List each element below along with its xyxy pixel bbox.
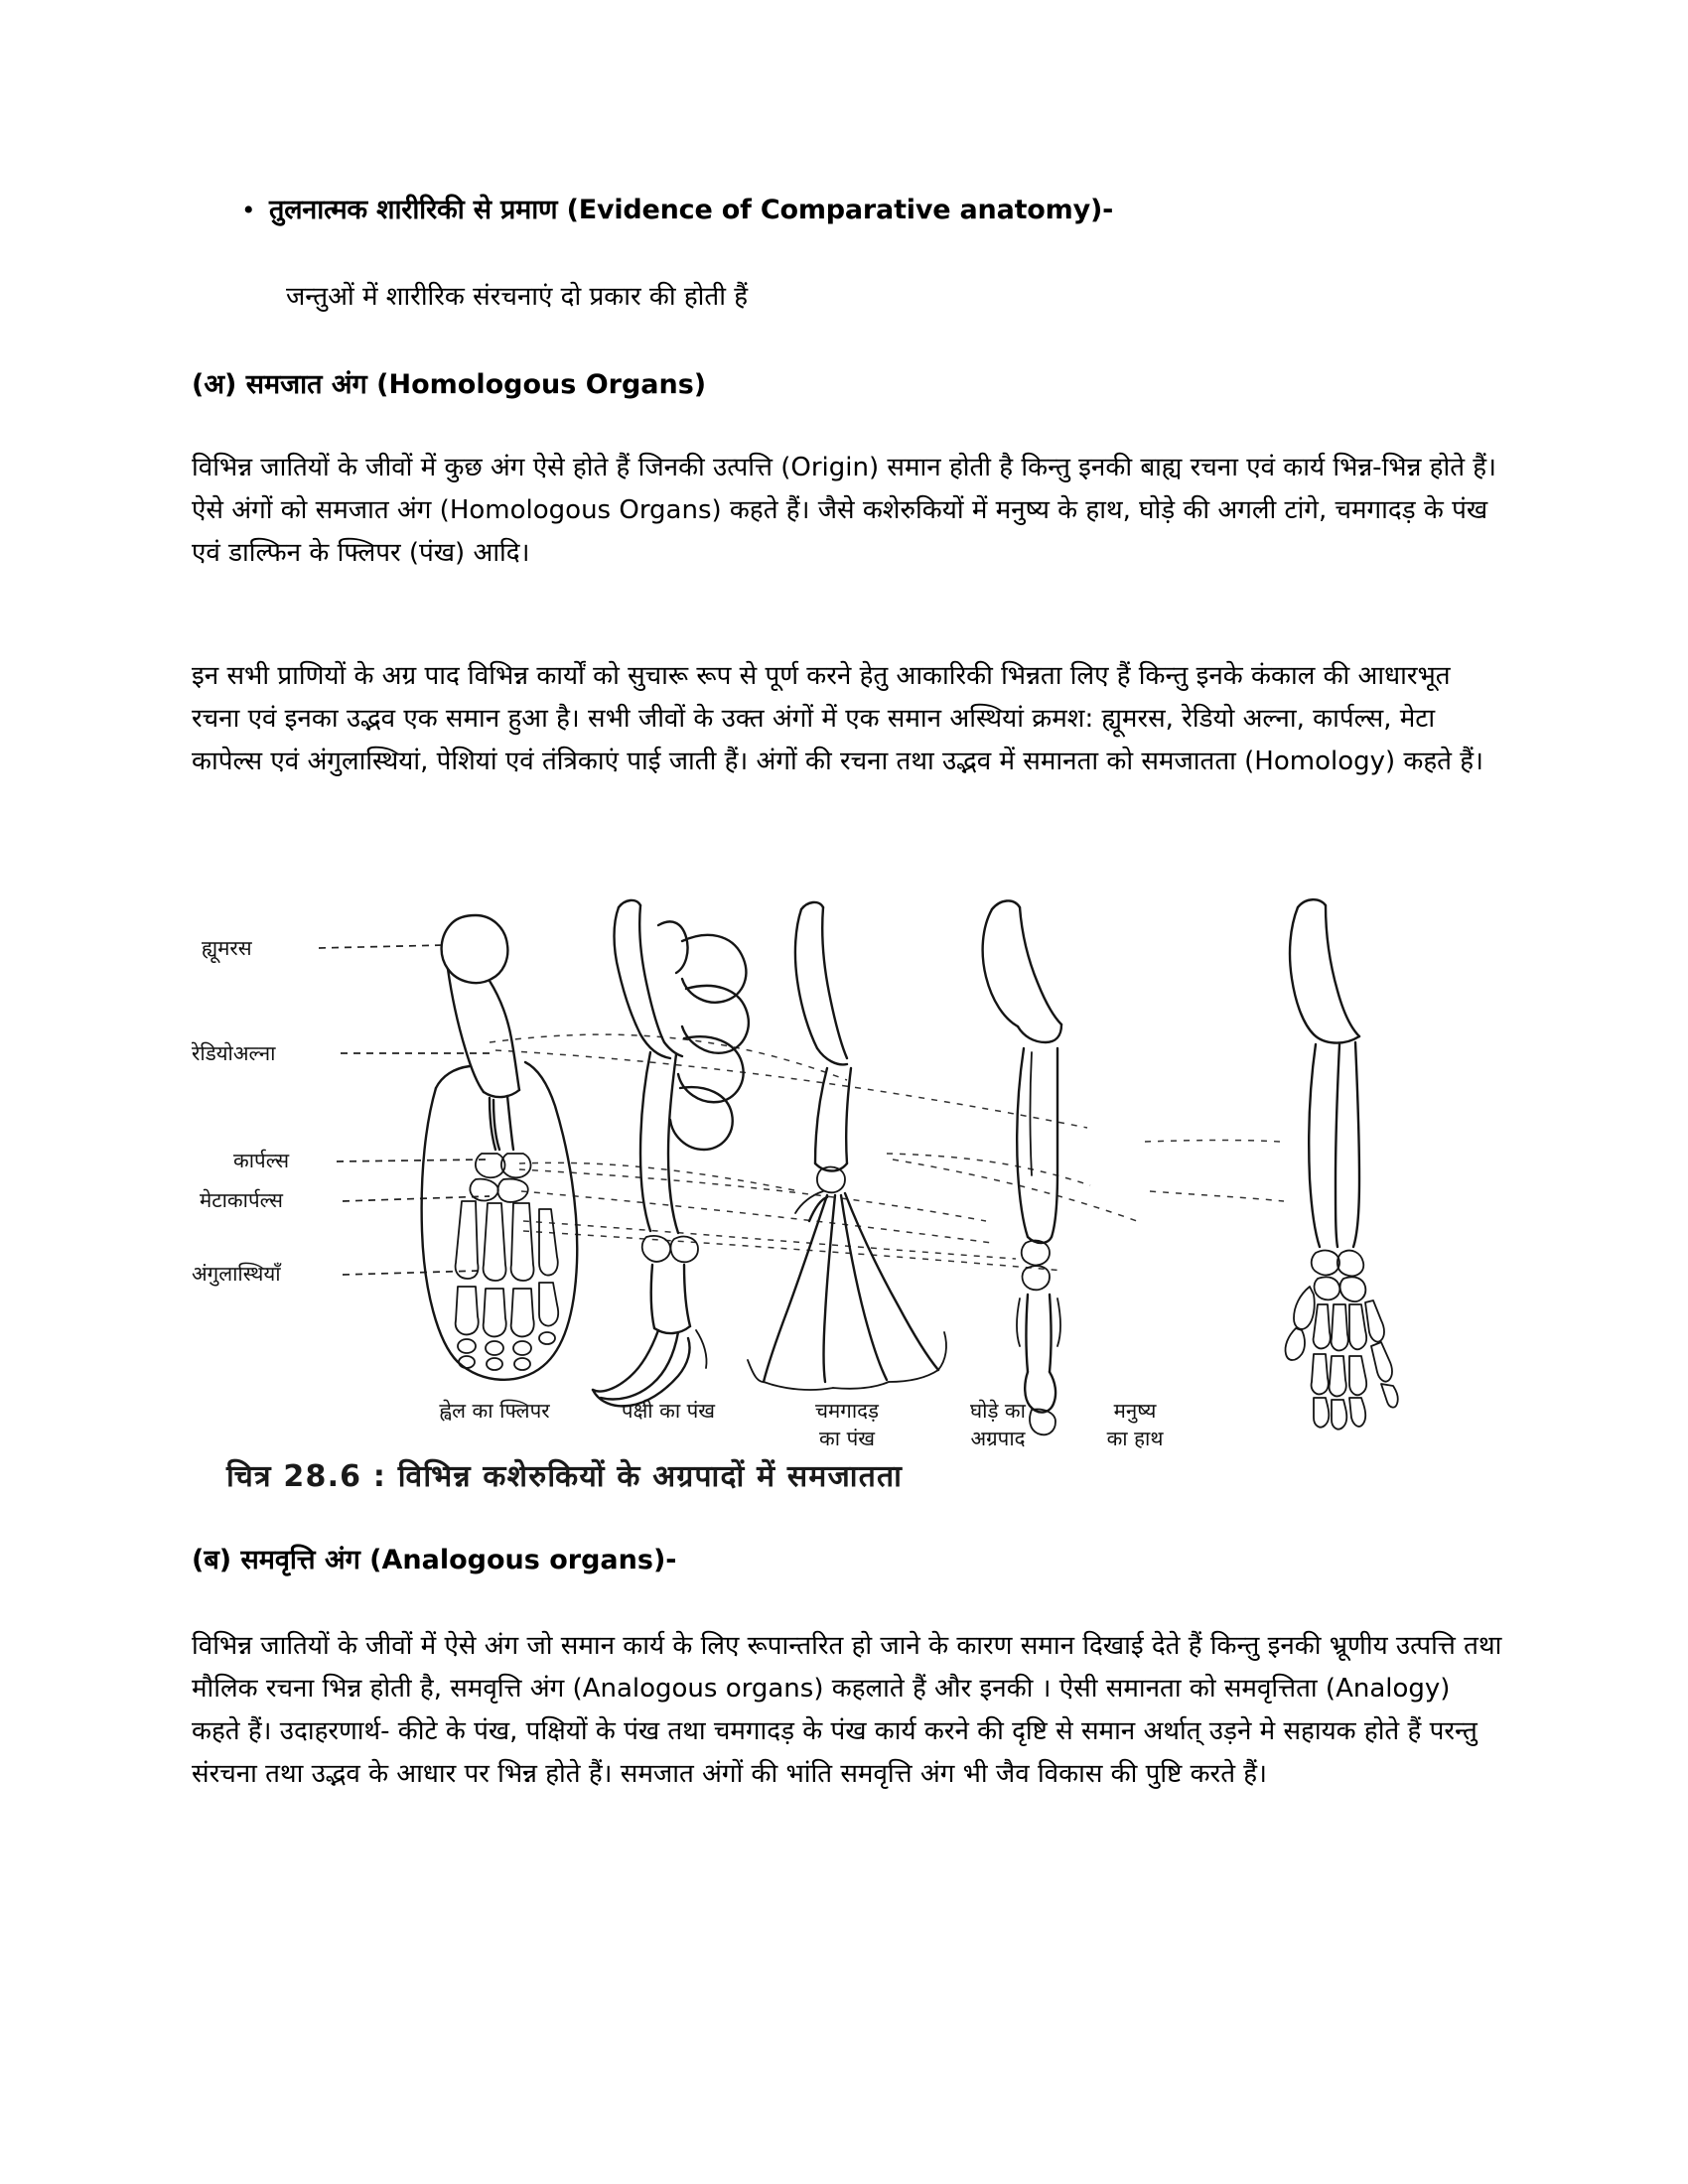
section-heading-analogous: (ब) समवृत्ति अंग (Analogous organs)- <box>192 1545 677 1575</box>
crosslink-bat-1 <box>887 1154 1090 1185</box>
leader-humerus <box>319 945 445 948</box>
caption-horse-forelimb-line2: अग्रपाद <box>970 1427 1026 1449</box>
specimen-horse-forelimb <box>983 900 1061 1434</box>
paragraph-analogous-definition <box>192 1625 1502 1796</box>
crosslink-horse-human <box>1145 1141 1280 1143</box>
crosslink-carpals-2 <box>519 1169 986 1221</box>
leader-carpals <box>337 1160 486 1161</box>
caption-human-hand-line1: मनुष्य <box>1113 1399 1157 1423</box>
specimen-bat-wing <box>748 902 946 1390</box>
crosslink-metacarpals-2 <box>523 1221 1016 1259</box>
caption-whale-flipper: ह्वेल का फ्लिपर <box>439 1399 550 1423</box>
caption-bird-wing: पक्षी का पंख <box>621 1399 716 1423</box>
crosslink-phalanges-1 <box>523 1231 1063 1271</box>
crosslink-radioulna-bat <box>495 1050 1087 1128</box>
caption-bat-wing-line2: का पंख <box>819 1427 875 1449</box>
specimen-bird-wing <box>593 900 749 1406</box>
paragraph-text: इन सभी प्राणियों के अग्र पाद विभिन्न कार्यों को सुचारू रूप से पूर्ण करने हेतु आकारिकी भिन्नता लिए हैं किन्तु इनके कंकाल की आधारभूत रचना एवं इनका उद्भव एक समान हुआ है। सभी जीवों के उक्त अंगों में एक समान अस्थियां क्रमश: ह्यूमरस, रेडियो अल्ना, कार्पल्स, मेटा कापेल्स एवं अंगुलास्थियां, पेशियां एवं तंत्रिकाएं पाई जाती हैं। अंगों की रचना तथा उद्भव में समानता को समजातता (Homology) कहते हैं। <box>192 661 1483 776</box>
figure-caption: चित्र 28.6 : विभिन्न कशेरुकियों के अग्रपादों में समजातता <box>226 1459 904 1494</box>
specimen-whale-flipper <box>422 915 578 1380</box>
paragraph-text: विभिन्न जातियों के जीवों में ऐसे अंग जो समान कार्य के लिए रूपान्तरित हो जाने के कारण समान दिखाई देते हैं किन्तु इनकी भ्रूणीय उत्पत्ति तथा मौलिक रचना भिन्न होती है, समवृत्ति अंग (Analogous organs) कहलाते हैं और इनकी । ऐसी समानता को समवृत्तिता (Analogy) कहते हैं। उदाहरणार्थ- कीटे के पंख, पक्षियों के पंख तथा चमगादड़ के पंख कार्य करने की दृष्टि से समान अर्थात् उड़ने मे सहायक होते हैं परन्तु संरचना तथा उद्भव के आधार पर भिन्न होते हैं। समजात अंगों की भांति समवृत्ति अंग भी जैव विकास की पुष्टि करते हैं। <box>192 1631 1502 1789</box>
bullet-icon: • <box>243 194 254 226</box>
crosslink-bat-2 <box>893 1160 1137 1221</box>
label-humerus: ह्यूमरस <box>202 936 252 960</box>
paragraph-homologous-definition <box>192 447 1502 575</box>
label-phalanges: अंगुलास्थियाँ <box>192 1262 281 1286</box>
figure-homology-forelimbs <box>192 893 1502 1509</box>
label-radio-ulna: रेडियोअल्ना <box>192 1041 276 1065</box>
forelimb-comparison-drawing <box>192 893 1502 1449</box>
label-metacarpals: मेटाकार्पल्स <box>200 1188 283 1212</box>
bullet-heading-row <box>243 189 1564 232</box>
caption-human-hand-line2: का हाथ <box>1106 1427 1164 1449</box>
caption-bat-wing-line1: चमगादड़ <box>815 1399 879 1423</box>
crosslink-horse-human-2 <box>1150 1191 1284 1201</box>
crosslink-carpals-1 <box>519 1162 799 1191</box>
intro-line: जन्तुओं में शारीरिक संरचनाएं दो प्रकार की होती हैं <box>286 282 749 312</box>
section-heading-homologous: (अ) समजात अंग (Homologous Organs) <box>192 369 707 400</box>
paragraph-text: विभिन्न जातियों के जीवों में कुछ अंग ऐसे होते हैं जिनकी उत्पत्ति (Origin) समान होती है किन्तु इनकी बाह्य रचना एवं कार्य भिन्न-भिन्न होते हैं। ऐसे अंगों को समजात अंग (Homologous Organs) कहते हैं। जैसे कशेरुकियों में मनुष्य के हाथ, घोड़े की अगली टांगे, चमगादड़ के पंख एवं डाल्फिन के फ्लिपर (पंख) आदि। <box>192 453 1496 568</box>
caption-horse-forelimb-line1: घोड़े का <box>970 1399 1026 1423</box>
leader-phalanges <box>343 1271 480 1275</box>
heading-comparative-anatomy: तुलनात्मक शारीरिकी से प्रमाण (Evidence of Comparative anatomy)- <box>269 195 1114 225</box>
paragraph-homology-explanation <box>192 655 1502 783</box>
label-carpals: कार्पल्स <box>233 1149 290 1172</box>
specimen-human-hand <box>1285 899 1397 1429</box>
